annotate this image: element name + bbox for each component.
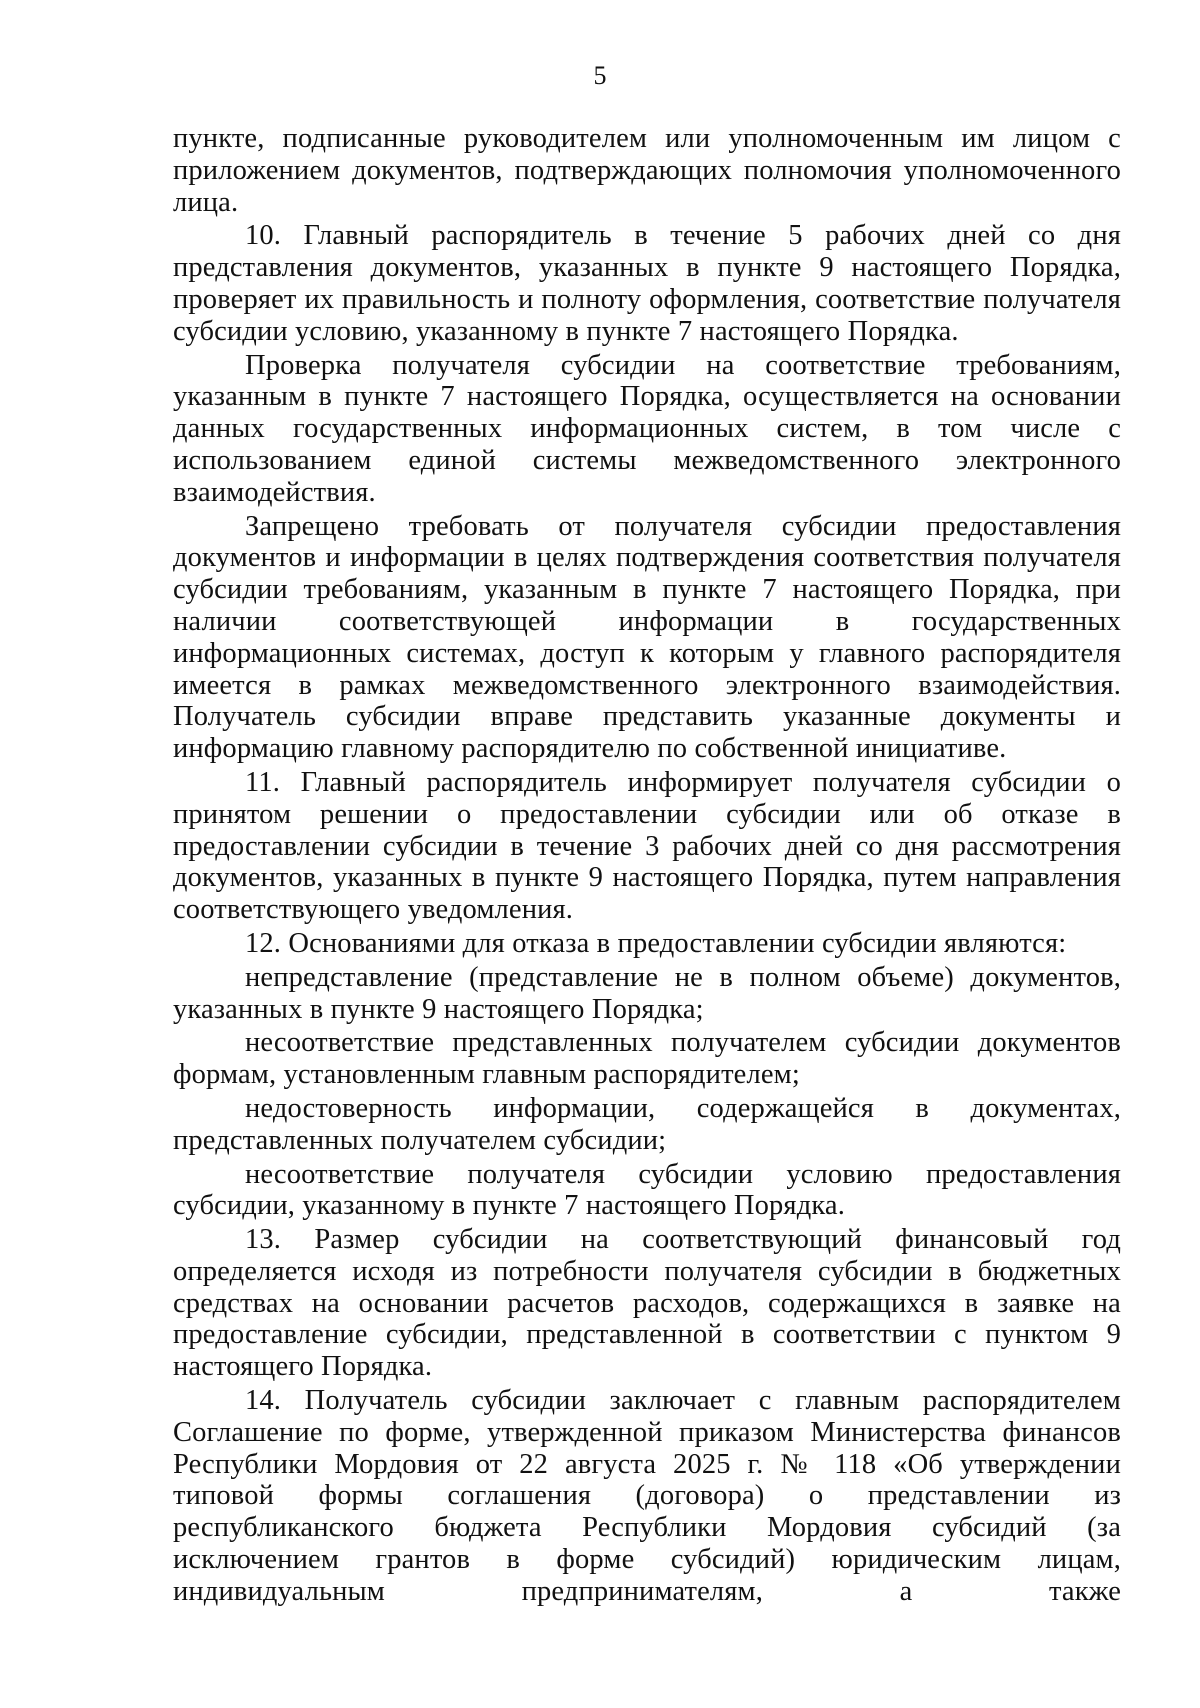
paragraph-item-11: 11. Главный распорядитель информирует получателя субсидии о принятом решении о предоставлении субсидии или об отказе в предоставлении субсидии в течение 3 рабочих дней со дня рассмотрения документов, указанных в пункте 9 настоящего Порядка, путем направления соответствующего уведомления. (173, 766, 1121, 926)
paragraph-continuation: пункте, подписанные руководителем или уполномоченным им лицом с приложением документов, подтверждающих полномочия уполномоченного лица. (173, 123, 1121, 218)
document-body (173, 123, 1121, 1610)
paragraph-verification: Проверка получателя субсидии на соответствие требованиям, указанным в пункте 7 настоящего Порядка, осуществляется на основании данных государственных информационных систем, в том числе с использованием единой системы межведомственного электронного взаимодействия. (173, 349, 1121, 508)
paragraph-refusal-reason-2: несоответствие представленных получателем субсидии документов формам, установленным главным распорядителем; (173, 1027, 1121, 1091)
paragraph-prohibition: Запрещено требовать от получателя субсидии предоставления документов и информации в целях подтверждения соответствия получателя субсидии требованиям, указанным в пункте 7 настоящего Порядка, при наличии соответствующей информации в государственных информационных системах, доступ к которым у главного распорядителя имеется в рамках межведомственного электронного взаимодействия. Получатель субсидии вправе представить указанные документы и информацию главному распорядителю по собственной инициативе. (173, 510, 1121, 765)
paragraph-item-10: 10. Главный распорядитель в течение 5 рабочих дней со дня представления документов, указанных в пункте 9 настоящего Порядка, проверяет их правильность и полноту оформления, соответствие получателя субсидии условию, указанному в пункте 7 настоящего Порядка. (173, 220, 1121, 347)
paragraph-refusal-reason-1: непредставление (представление не в полном объеме) документов, указанных в пункте 9 настоящего Порядка; (173, 961, 1121, 1025)
page-number: 5 (593, 61, 607, 90)
paragraph-refusal-reason-3: недостоверность информации, содержащейся в документах, представленных получателем субсидии; (173, 1092, 1121, 1156)
paragraph-item-12: 12. Основаниями для отказа в предоставлении субсидии являются: (245, 927, 1067, 959)
paragraph-refusal-reason-4: несоответствие получателя субсидии условию предоставления субсидии, указанному в пункте 7 настоящего Порядка. (173, 1158, 1121, 1222)
paragraph-item-13: 13. Размер субсидии на соответствующий финансовый год определяется исходя из потребности получателя субсидии в бюджетных средствах на основании расчетов расходов, содержащихся в заявке на предоставление субсидии, представленной в соответствии с пунктом 9 настоящего Порядка. (173, 1224, 1121, 1383)
paragraph-item-14: 14. Получатель субсидии заключает с главным распорядителем Соглашение по форме, утвержденной приказом Министерства финансов Республики Мордовия от 22 августа 2025 г. № 118 «Об утверждении типовой формы соглашения (договора) о представлении из республиканского бюджета Республики Мордовия субсидий (за исключением грантов в форме субсидий) юридическим лицам, индивидуальным предпринимателям, а также (173, 1385, 1121, 1607)
